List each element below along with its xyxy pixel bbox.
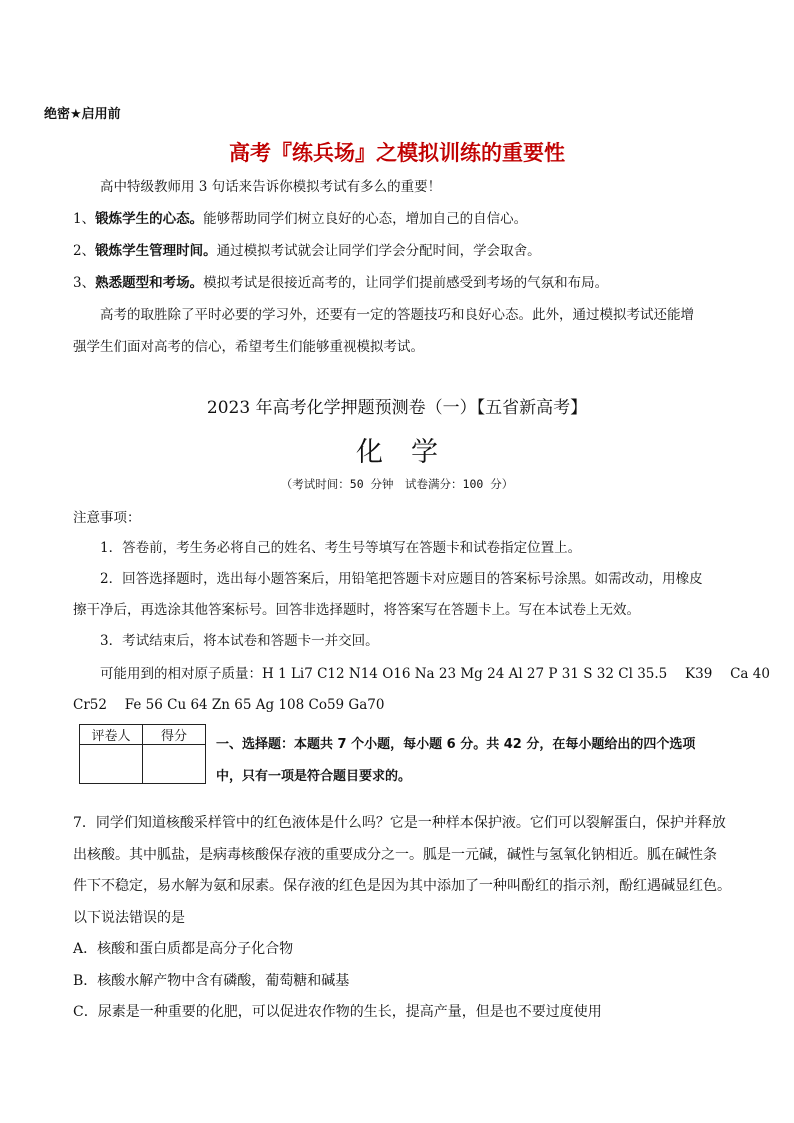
atomic-mass-line-1: 可能用到的相对原子质量：H 1 Li7 C12 N14 O16 Na 23 Mg 24 Al 27 P 31 S 32 Cl 35.5 K39 Ca 40 (100, 666, 770, 682)
notice-2-cont: 擦干净后，再选涂其他答案标号。回答非选择题时，将答案写在答题卡上。写在本试卷上无效。 (73, 602, 640, 618)
score-header: 得分 (143, 725, 206, 745)
question-line: 以下说法错误的是 (73, 909, 185, 926)
point-heading: 熟悉题型和考场。 (95, 275, 204, 291)
point-heading: 锻炼学生的心态。 (95, 211, 204, 227)
summary-line-2: 强学生们面对高考的信心，希望考生们能够重视模拟考试。 (73, 339, 424, 355)
score-cell (143, 745, 206, 784)
atomic-mass-line-2: Cr52 Fe 56 Cu 64 Zn 65 Ag 108 Co59 Ga70 (73, 697, 385, 713)
summary-line-1: 高考的取胜除了平时必要的学习外，还要有一定的答题技巧和良好心态。此外，通过模拟考试还能增 (100, 307, 694, 323)
option-a: A．核酸和蛋白质都是高分子化合物 (73, 941, 294, 957)
question-line: 件下不稳定，易水解为氨和尿素。保存液的红色是因为其中添加了一种叫酚红的指示剂，酚红遇碱显红色。 (73, 878, 731, 894)
point-heading: 锻炼学生管理时间。 (95, 243, 217, 259)
point-text: 通过模拟考试就会让同学们学会分配时间，学会取舍。 (216, 243, 541, 259)
point-number: 2、 (73, 243, 96, 259)
section-heading-line-1: 一、选择题：本题共 7 个小题，每小题 6 分。共 42 分，在每小题给出的四个选项 (216, 737, 696, 752)
section-heading (216, 729, 695, 793)
exam-meta: （考试时间：50 分钟 试卷满分：100 分） (280, 477, 514, 491)
point-2 (73, 240, 541, 262)
exam-title: 2023 年高考化学押题预测卷（一）【五省新高考】 (206, 398, 588, 418)
grader-header: 评卷人 (80, 725, 143, 745)
confidential-label: 绝密★启用前 (44, 107, 121, 122)
notice-label: 注意事项： (73, 510, 141, 526)
point-number: 1、 (73, 211, 96, 227)
point-text: 模拟考试是很接近高考的，让同学们提前感受到考场的气氛和布局。 (203, 275, 609, 291)
point-1 (73, 208, 527, 230)
point-3 (73, 272, 608, 294)
question-line: 7．同学们知道核酸采样管中的红色液体是什么吗？它是一种样本保护液。它们可以裂解蛋白，保护并释放 (73, 815, 726, 831)
question-line: 出核酸。其中胍盐，是病毒核酸保存液的重要成分之一。胍是一元碱，碱性与氢氧化钠相近。胍在碱性条 (73, 846, 717, 863)
section-heading-line-2: 中，只有一项是符合题目要求的。 (216, 769, 412, 784)
grader-cell (80, 745, 143, 784)
option-c: C．尿素是一种重要的化肥，可以促进农作物的生长，提高产量，但是也不要过度使用 (73, 1004, 602, 1020)
notice-3: 3．考试结束后，将本试卷和答题卡一并交回。 (100, 633, 379, 649)
point-number: 3、 (73, 275, 96, 291)
intro-text: 高中特级教师用 3 句话来告诉你模拟考试有多么的重要！ (100, 179, 442, 195)
headline: 高考『练兵场』之模拟训练的重要性 (229, 141, 565, 165)
score-table (79, 724, 206, 784)
option-b: B．核酸水解产物中含有磷酸，葡萄糖和碱基 (73, 972, 350, 989)
notice-2: 2．回答选择题时，选出每小题答案后，用铅笔把答题卡对应题目的答案标号涂黑。如需改动，用橡皮 (100, 571, 703, 587)
point-text: 能够帮助同学们树立良好的心态，增加自己的自信心。 (203, 211, 528, 227)
notice-1: 1．答卷前，考生务必将自己的姓名、考生号等填写在答题卡和试卷指定位置上。 (100, 540, 582, 556)
subject-title: 化学 (356, 437, 466, 468)
question-7 (73, 808, 731, 1029)
